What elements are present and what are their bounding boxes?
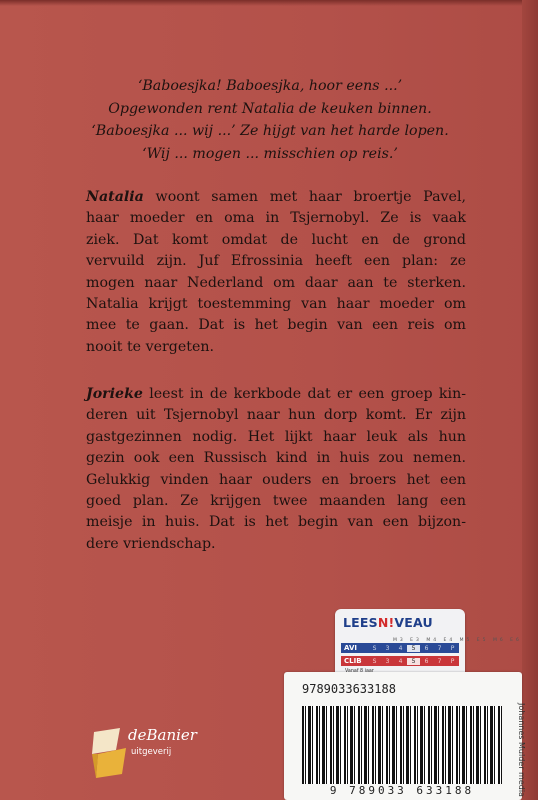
- paragraph-line: haar moeder en oma in Tsjernobyl. Ze is vaak: [86, 210, 466, 227]
- paragraph-line: ziek. Dat komt omdat de lucht en de grond: [86, 231, 466, 248]
- barcode-label: [284, 672, 522, 800]
- publisher-flag-icon: [90, 720, 130, 780]
- character-name-jorieke: Jorieke: [86, 386, 143, 402]
- jorieke-paragraph: [86, 384, 466, 555]
- paragraph-line: gezin ook een Russisch kind in huis zou nemen.: [86, 450, 466, 467]
- opening-quote: [60, 75, 480, 165]
- level-cell-highlighted: 5: [407, 658, 420, 665]
- quote-line: ‘Baboesjka! Baboesjka, hoor eens ...’: [137, 78, 403, 94]
- paragraph-line: vervuild zijn. Juf Efrossinia heeft een plan: ze: [86, 253, 466, 270]
- publisher-subtitle: uitgeverij: [131, 747, 172, 757]
- natalia-paragraph: [86, 187, 466, 358]
- quote-line: Opgewonden rent Natalia de keuken binnen.: [108, 100, 432, 117]
- level-cell: S: [372, 657, 377, 665]
- level-cell: S: [372, 644, 377, 652]
- paragraph-line: Jorieke leest in de kerkbode dat er een groep kin-: [86, 386, 466, 402]
- paragraph-line: Natalia krijgt toestemming van haar moeder om: [86, 296, 466, 313]
- level-cell: 3: [385, 657, 390, 665]
- leesniveau-logo: LEESN!VEAU: [343, 615, 433, 630]
- isbn-number: 9789033633188: [302, 682, 396, 696]
- distributor-side-label: Johannes Mulder media: [517, 703, 526, 797]
- paragraph-line: gastgezinnen nodig. Het lijkt haar leuk als hun: [86, 428, 466, 445]
- paragraph-line: Gelukkig vinden haar ouders en broers het een: [86, 471, 466, 488]
- ean-digits: 9 789033 633188: [329, 784, 475, 797]
- clib-label: CLIB: [344, 657, 362, 665]
- quote-line: ‘Baboesjka ... wij ...’ Ze hijgt van het harde lopen.: [91, 123, 449, 139]
- paragraph-line: Natalia woont samen met haar broertje Pavel,: [86, 189, 466, 205]
- level-cell: 3: [385, 644, 390, 652]
- paragraph-line: mogen naar Nederland om daar aan te sterken.: [86, 274, 466, 291]
- paragraph-line: goed plan. Ze krijgen twee maanden lang een: [86, 493, 466, 510]
- cover-spine-edge: [522, 0, 538, 800]
- paragraph-line: dere vriendschap.: [86, 535, 216, 552]
- publisher-name: deBanier: [128, 726, 197, 744]
- level-cell: 4: [398, 657, 403, 665]
- level-cell: P: [450, 657, 455, 665]
- quote-line: ‘Wij ... mogen ... misschien op reis.’: [142, 145, 398, 162]
- level-cell: 6: [424, 657, 429, 665]
- cover-top-shadow: [0, 0, 538, 6]
- level-cell-highlighted: 5: [407, 645, 420, 652]
- paragraph-line: deren uit Tsjernobyl naar hun dorp komt. Er zijn: [86, 407, 466, 424]
- level-cell: 6: [424, 644, 429, 652]
- avi-label: AVI: [344, 644, 357, 652]
- level-cell: 7: [437, 644, 442, 652]
- avi-level-row: [341, 643, 459, 653]
- paragraph-line: nooit te vergeten.: [86, 338, 214, 355]
- level-cell: P: [450, 644, 455, 652]
- level-grid-header: M3 E3 M4 E4 M5 E5 M6 E6: [393, 638, 522, 643]
- clib-level-row: [341, 656, 459, 666]
- level-cell: 7: [437, 657, 442, 665]
- paragraph-line: mee te gaan. Dat is het begin van een reis om: [86, 317, 466, 334]
- character-name-natalia: Natalia: [86, 189, 144, 205]
- level-cell: 4: [398, 644, 403, 652]
- paragraph-line: meisje in huis. Dat is het begin van een bijzon-: [86, 514, 466, 531]
- barcode-icon: [302, 706, 502, 784]
